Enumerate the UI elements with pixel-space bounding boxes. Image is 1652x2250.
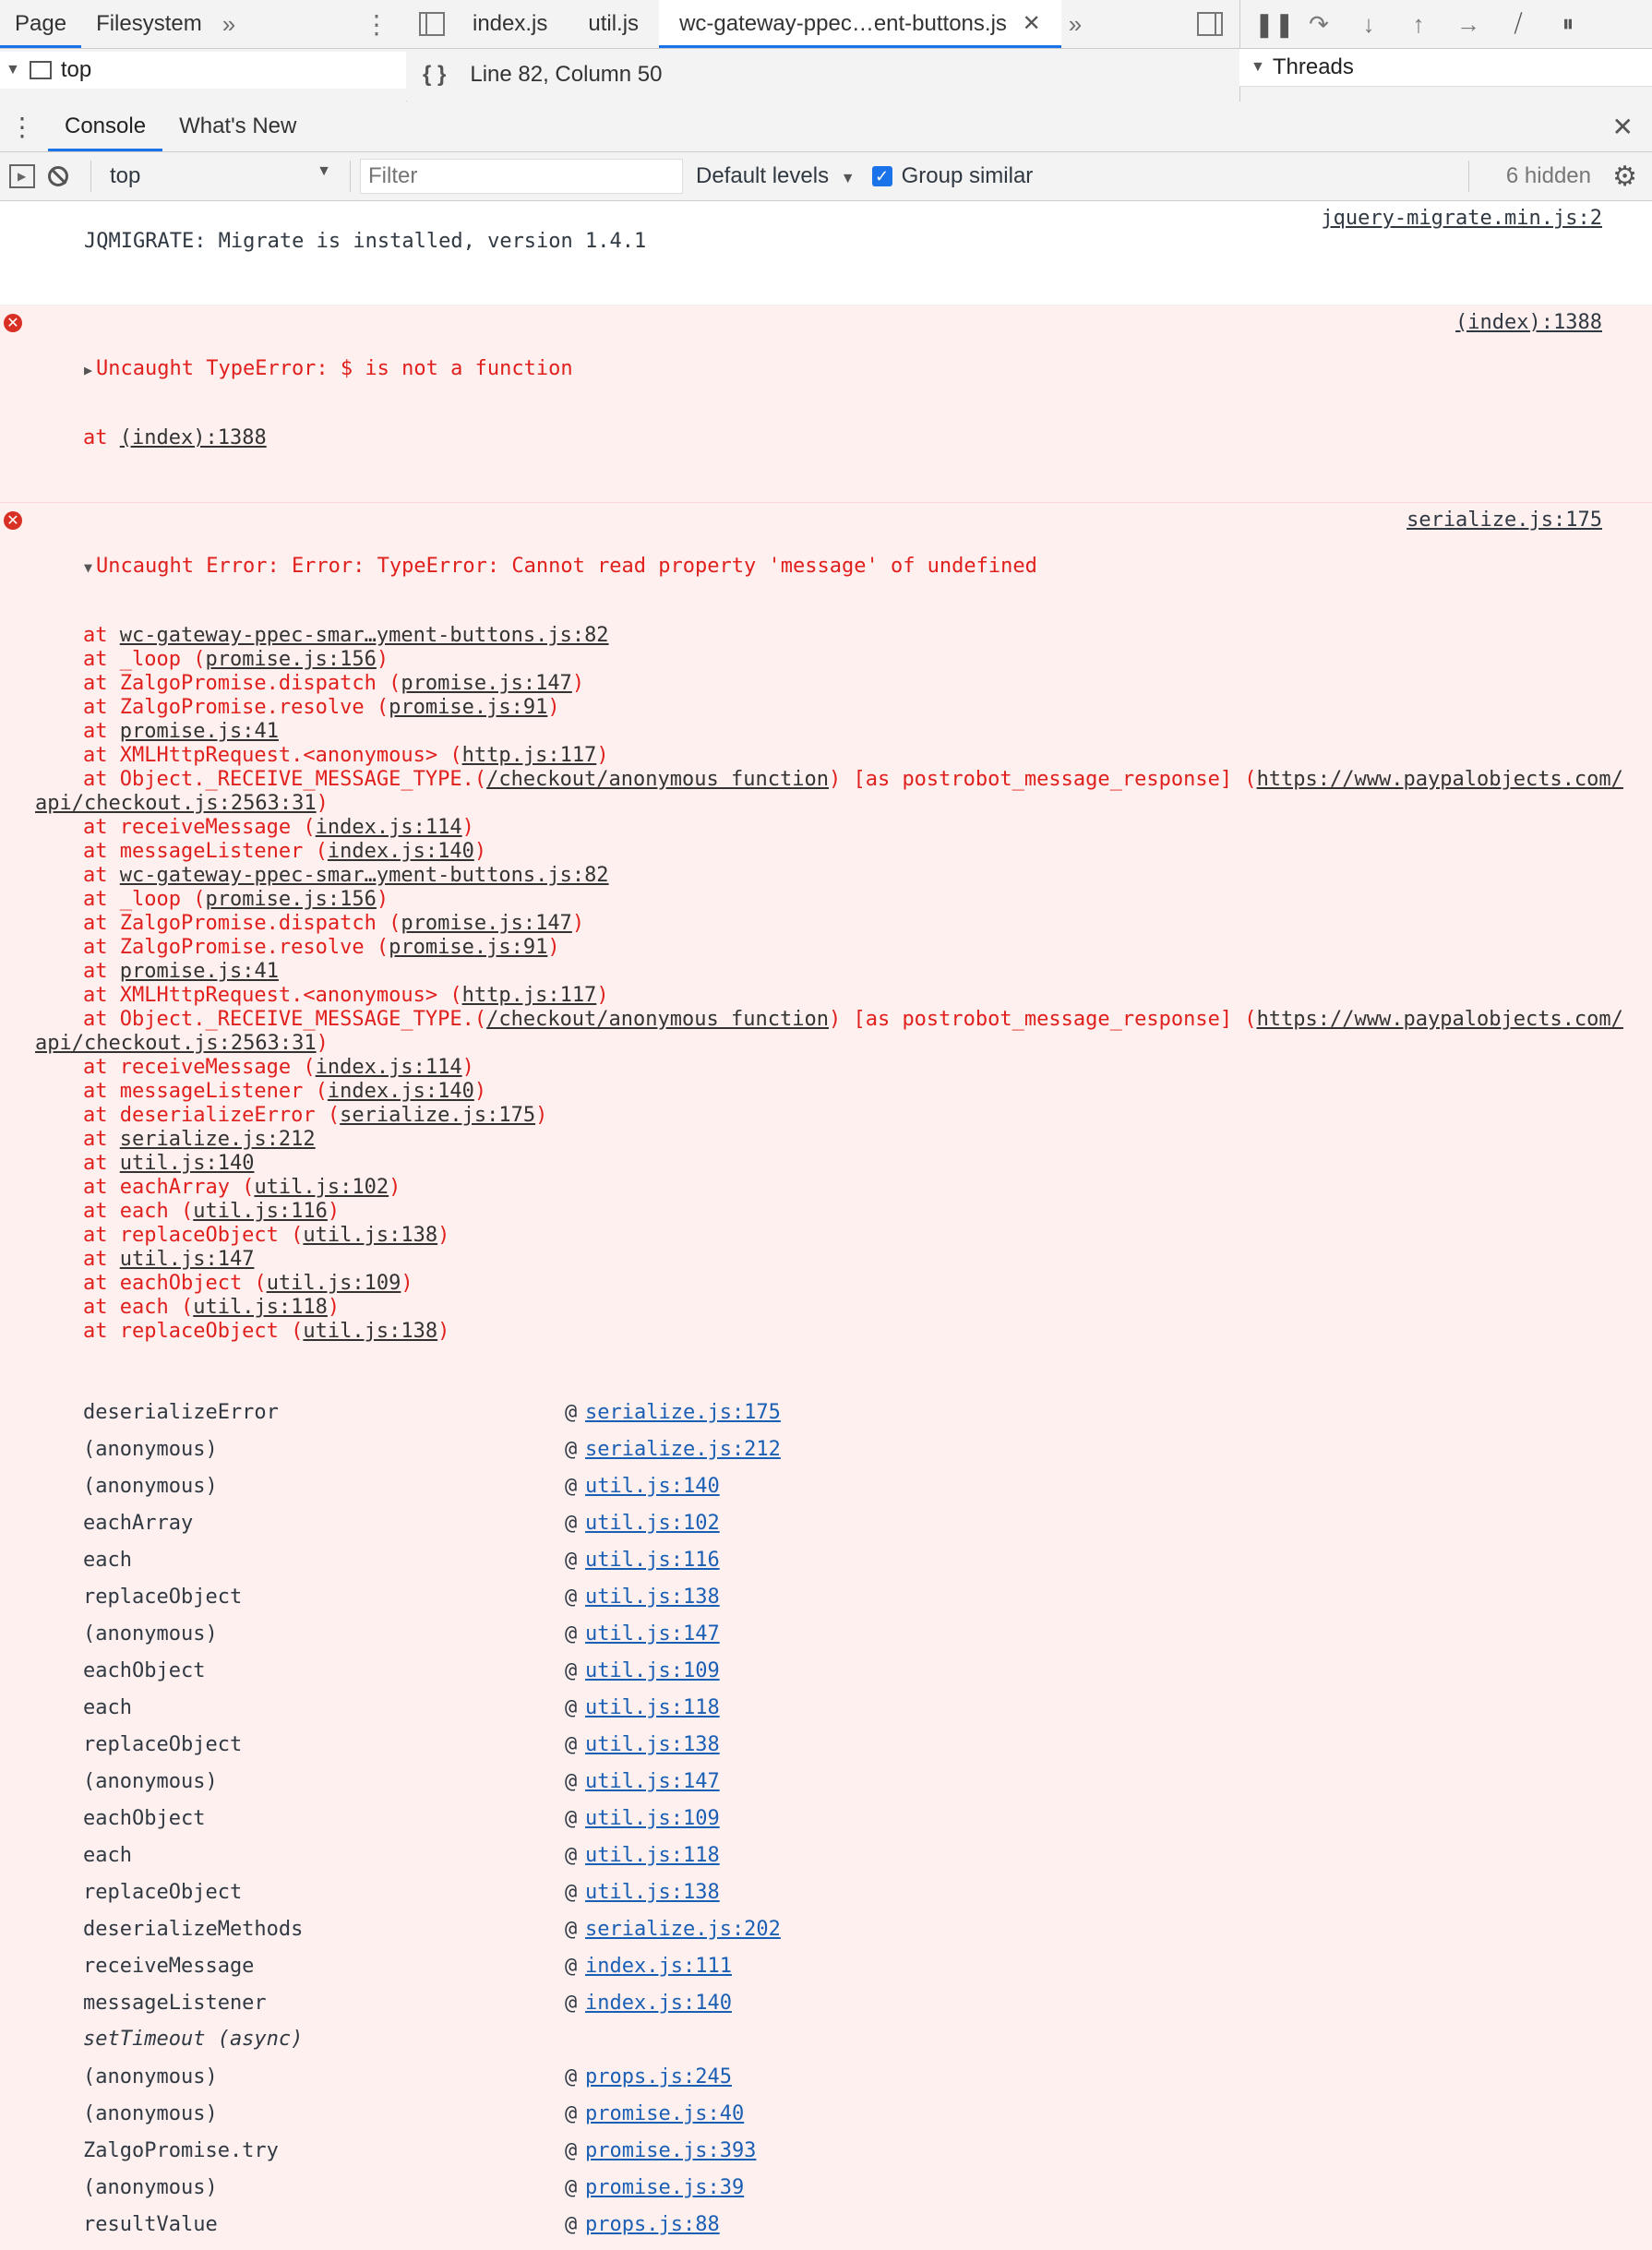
hidden-count: 6 hidden [1505,163,1591,188]
function-name: (anonymous) [83,2175,218,2199]
message-source-link[interactable]: serialize.js:175 [1407,509,1602,532]
at-symbol: @ [565,1548,578,1572]
clear-console-icon[interactable] [48,166,68,186]
stack-line: at XMLHttpRequest.<anonymous> (http.js:117) [83,744,609,767]
group-similar-label: Group similar [901,163,1034,188]
kebab-menu-icon[interactable]: ⋮ [364,9,389,39]
at-symbol: @ [565,1769,578,1793]
function-name: deserializeMethods [83,1917,304,1941]
stack-line: at wc-gateway-ppec-smar…yment-buttons.js:82 [83,624,609,647]
stack-link[interactable]: util.js:102 [254,1176,389,1199]
stack-link[interactable]: wc-gateway-ppec-smar…yment-buttons.js:82 [119,864,609,887]
editor-pane [406,0,1240,102]
tree-item-label: top [60,57,92,82]
stack-link[interactable]: promise.js:41 [119,960,279,983]
backtrace-row [48,2243,1634,2250]
stack-link[interactable]: wc-gateway-ppec-smar…yment-buttons.js:82 [119,624,609,647]
source-link[interactable]: promise.js:39 [585,2175,745,2199]
error-text: Uncaught TypeError: $ is not a function [96,357,573,380]
at-symbol: @ [565,1658,578,1682]
stack-link[interactable]: util.js:116 [193,1200,328,1223]
backtrace-row [48,1467,1634,1504]
stack-link[interactable]: /checkout/anonymous function [486,768,829,791]
backtrace-row [48,1394,1634,1430]
context-selector[interactable] [101,163,341,189]
tab-filesystem[interactable]: Filesystem [96,11,202,36]
at-symbol: @ [565,1585,578,1609]
function-name: replaceObject [83,1732,243,1756]
pause-on-exceptions-icon[interactable]: ⏸ [1562,9,1574,37]
source-link[interactable]: props.js:245 [585,2064,732,2088]
at-symbol: @ [565,1695,578,1719]
backtrace-row [48,1689,1634,1726]
stack-link[interactable]: promise.js:156 [205,648,377,671]
function-name: (anonymous) [83,1474,218,1498]
sources-panel [0,0,1652,102]
tab-page[interactable]: Page [0,0,81,48]
function-name: (anonymous) [83,1622,218,1646]
stack-line: at _loop (promise.js:156) [83,888,389,911]
stack-link[interactable]: promise.js:91 [389,936,548,959]
stack-link[interactable]: promise.js:41 [119,720,279,743]
divider [1468,161,1469,192]
at-symbol: @ [565,2138,578,2162]
stack-link[interactable]: promise.js:156 [205,888,377,911]
message-source-link[interactable]: (index):1388 [1455,311,1602,334]
levels-label: Default levels [696,163,830,188]
stack-link[interactable]: util.js:138 [303,1320,438,1343]
at-symbol: @ [565,2064,578,2088]
levels-dropdown[interactable] [696,163,856,189]
stack-line: at XMLHttpRequest.<anonymous> (http.js:117) [83,984,609,1007]
stack-line: at _loop (promise.js:156) [83,648,389,671]
debugger-pane [1239,0,1652,102]
backtrace-row [48,2058,1634,2095]
stack-link[interactable]: https://www.paypalobjects.com/api/checkout.js:2563:31 [35,1008,1623,1055]
console-message-error [0,503,1652,2250]
collapse-icon[interactable]: ▼ [83,559,93,576]
stack-link[interactable]: util.js:147 [119,1248,255,1271]
function-name: (anonymous) [83,1437,218,1461]
error-icon: ✕ [4,511,22,530]
stack-line: at (index):1388 [83,426,267,449]
source-link[interactable]: util.js:138 [585,1880,720,1904]
more-tabs-icon[interactable]: » [1068,9,1083,38]
message-source-link[interactable]: jquery-migrate.min.js:2 [1321,207,1602,230]
source-link[interactable]: util.js:147 [585,1622,720,1646]
pretty-print-icon[interactable]: { } [423,62,447,87]
group-similar-checkbox[interactable]: ✓ [872,166,892,186]
backtrace-row [48,1726,1634,1763]
function-name: replaceObject [83,1585,243,1609]
divider [350,161,351,192]
function-name: (anonymous) [83,2064,218,2088]
stack-line: at util.js:147 [83,1248,255,1271]
backtrace-row [48,2132,1634,2169]
toggle-navigator-icon[interactable] [419,12,445,36]
at-symbol: @ [565,1880,578,1904]
expand-icon[interactable]: ▶ [83,362,93,378]
stack-line: at deserializeError (serialize.js:175) [83,1104,548,1127]
at-symbol: @ [565,2175,578,2199]
source-link[interactable]: util.js:138 [585,1585,720,1609]
console-toolbar [0,152,1652,201]
stack-link[interactable]: index.js:114 [315,816,462,839]
step-icon[interactable]: → [1456,9,1480,38]
at-symbol: @ [565,1437,578,1461]
source-link[interactable]: props.js:88 [585,2212,720,2236]
stack-line: at util.js:140 [83,1152,255,1175]
stack-line: at messageListener (index.js:140) [83,840,487,863]
console-messages [0,201,1652,2250]
stack-line: at receiveMessage (index.js:114) [83,1056,474,1079]
stack-link[interactable]: index.js:114 [315,1056,462,1079]
collapse-icon: ▼ [1251,59,1265,75]
console-message-info [0,201,1652,305]
drawer-menu-icon[interactable]: ⋮ [9,112,35,141]
stack-link[interactable]: util.js:118 [193,1296,328,1319]
threads-label: Threads [1272,54,1354,79]
settings-gear-icon[interactable]: ⚙ [1612,161,1637,192]
divider [90,161,91,192]
source-link[interactable]: serialize.js:202 [585,1917,781,1941]
backtrace-row [48,1615,1634,1652]
dropdown-arrow-icon: ▼ [840,171,856,186]
stack-line: at ZalgoPromise.dispatch (promise.js:147) [83,672,585,695]
stack-line: at Object._RECEIVE_MESSAGE_TYPE.(/checkout/anonymous function) [as postrobot_message_response] (https://www.paypalobjects.com/api/checkout.js:2563:31) [35,1008,1623,1055]
frame-icon [30,61,52,79]
source-link[interactable]: promise.js:393 [585,2138,757,2162]
stack-line: at eachObject (util.js:109) [83,1272,413,1295]
tab-whats-new[interactable]: What's New [179,114,297,138]
stack-line: at serialize.js:212 [83,1128,316,1151]
step-out-icon[interactable]: ↑ [1412,9,1425,38]
backtrace-row [48,1947,1634,1984]
console-message-error [0,305,1652,503]
step-over-icon[interactable]: ↷ [1309,9,1329,38]
at-symbol: @ [565,2212,578,2236]
source-link[interactable]: index.js:111 [585,1954,732,1978]
stack-trace [35,624,1634,1344]
stack-line: at promise.js:41 [83,960,279,983]
function-name: (anonymous) [83,1769,218,1793]
debugger-toolbar [1239,0,1652,49]
backtrace-row [48,1873,1634,1910]
close-drawer-icon[interactable]: ✕ [1611,112,1634,141]
backtrace-row [48,1652,1634,1689]
stack-line: at each (util.js:118) [83,1296,341,1319]
stack-line: at receiveMessage (index.js:114) [83,816,474,839]
at-symbol: @ [565,1511,578,1535]
stack-line: at ZalgoPromise.resolve (promise.js:91) [83,936,560,959]
stack-line: at ZalgoPromise.dispatch (promise.js:147) [83,912,585,935]
stack-line: at eachArray (util.js:102) [83,1176,401,1199]
source-link[interactable]: util.js:109 [585,1806,720,1830]
function-name: receiveMessage [83,1954,255,1978]
at-symbol: @ [565,1991,578,2015]
stack-line: at messageListener (index.js:140) [83,1080,487,1103]
stack-line: at replaceObject (util.js:138) [83,1224,450,1247]
stack-line: at promise.js:41 [83,720,279,743]
function-name: each [83,1695,132,1719]
source-link[interactable]: util.js:109 [585,1658,720,1682]
stack-link[interactable]: promise.js:91 [389,696,548,719]
stack-link[interactable]: http.js:117 [461,984,597,1007]
at-symbol: @ [565,1806,578,1830]
function-name: replaceObject [83,1880,243,1904]
async-separator: setTimeout (async) [83,2028,304,2051]
source-link[interactable]: serialize.js:212 [585,1437,781,1461]
stack-link[interactable]: util.js:109 [266,1272,401,1295]
context-value: top [110,163,141,188]
at-symbol: @ [565,1622,578,1646]
editor-status-bar [406,49,1239,101]
stack-link[interactable]: https://www.paypalobjects.com/api/checkout.js:2563:31 [35,768,1623,815]
function-name: messageListener [83,1991,267,2015]
stack-link[interactable]: promise.js:147 [401,672,572,695]
navigator-pane [0,0,407,102]
editor-tabbar [406,0,1239,49]
step-into-icon[interactable]: ↓ [1362,9,1375,38]
at-symbol: @ [565,1843,578,1867]
backtrace-row [48,1800,1634,1837]
source-link[interactable]: promise.js:40 [585,2101,745,2125]
function-name: each [83,1843,132,1867]
source-link[interactable]: util.js:102 [585,1511,720,1535]
source-link[interactable]: util.js:116 [585,1548,720,1572]
source-link[interactable]: util.js:138 [585,1732,720,1756]
backtrace-row [48,1578,1634,1615]
stack-line: at replaceObject (util.js:138) [83,1320,450,1343]
sidebar-toggle-icon[interactable]: ▶ [9,164,35,188]
backtrace-row [48,2095,1634,2132]
filter-input[interactable] [360,159,683,194]
stack-link[interactable]: promise.js:147 [401,912,572,935]
backtrace-row [48,1430,1634,1467]
stack-link[interactable]: (index):1388 [119,426,267,449]
stack-link[interactable]: index.js:140 [327,1080,474,1103]
backtrace-row [48,1541,1634,1578]
dropdown-arrow-icon: ▼ [317,163,331,179]
file-tab-util-js[interactable]: util.js [588,11,640,36]
stack-link[interactable]: util.js:140 [119,1152,255,1175]
source-link[interactable]: util.js:140 [585,1474,720,1498]
threads-section[interactable] [1239,49,1652,87]
backtrace-row [48,1763,1634,1800]
at-symbol: @ [565,1474,578,1498]
function-name: eachObject [83,1658,206,1682]
tree-item-top[interactable] [0,52,406,89]
function-name: ZalgoPromise.try [83,2138,279,2162]
deactivate-breakpoints-icon[interactable]: ⧸ [1514,9,1523,37]
stack-line: at Object._RECEIVE_MESSAGE_TYPE.(/checkout/anonymous function) [as postrobot_message_response] (https://www.paypalobjects.com/api/checkout.js:2563:31) [35,768,1623,815]
function-name: eachArray [83,1511,194,1535]
file-tab-wc-gateway[interactable] [659,0,1061,48]
backtrace-row [48,2206,1634,2243]
source-link[interactable]: util.js:147 [585,1769,720,1793]
stack-line: at ZalgoPromise.resolve (promise.js:91) [83,696,560,719]
error-icon: ✕ [4,314,22,332]
function-name: deserializeError [83,1400,279,1424]
source-link[interactable]: util.js:118 [585,1695,720,1719]
stack-link[interactable]: index.js:140 [327,840,474,863]
file-tab-index-js[interactable]: index.js [473,11,548,36]
tab-console[interactable]: Console [48,102,162,151]
cursor-position: Line 82, Column 50 [470,62,663,87]
function-name: eachObject [83,1806,206,1830]
stack-line: at wc-gateway-ppec-smar…yment-buttons.js:82 [83,864,609,887]
close-tab-icon[interactable]: ✕ [1022,11,1041,36]
source-link[interactable]: serialize.js:175 [585,1400,781,1424]
source-link[interactable]: util.js:118 [585,1843,720,1867]
at-symbol: @ [565,2101,578,2125]
backtrace-row [48,1984,1634,2021]
backtrace-row [48,2169,1634,2206]
stack-link[interactable]: serialize.js:212 [119,1128,316,1151]
source-link[interactable]: index.js:140 [585,1991,732,2015]
more-tabs-icon[interactable]: » [221,9,236,38]
toggle-debugger-icon[interactable] [1197,12,1223,36]
message-text: JQMIGRATE: Migrate is installed, version 1.4.1 [83,230,647,253]
at-symbol: @ [565,1732,578,1756]
stack-line: at each (util.js:116) [83,1200,341,1223]
function-name: each [83,1548,132,1572]
backtrace-row [48,1837,1634,1873]
at-symbol: @ [565,1400,578,1424]
stack-link[interactable]: serialize.js:175 [340,1104,536,1127]
stack-link[interactable]: http.js:117 [461,744,597,767]
file-tab-label: wc-gateway-ppec…ent-buttons.js [679,11,1007,36]
function-name: resultValue [83,2212,218,2236]
backtrace-table [35,1390,1634,2250]
drawer-tabbar [0,102,1652,152]
at-symbol: @ [565,1917,578,1941]
pause-icon[interactable]: ❚❚ [1254,9,1295,38]
at-symbol: @ [565,1954,578,1978]
backtrace-row [48,1910,1634,1947]
stack-link[interactable]: /checkout/anonymous function [486,1008,829,1031]
tree-expand-icon[interactable]: ▼ [6,62,20,78]
error-text: Uncaught Error: Error: TypeError: Cannot read property 'message' of undefined [96,555,1037,578]
function-name: (anonymous) [83,2101,218,2125]
navigator-tabbar [0,0,406,49]
backtrace-row [48,1504,1634,1541]
stack-link[interactable]: util.js:138 [303,1224,438,1247]
